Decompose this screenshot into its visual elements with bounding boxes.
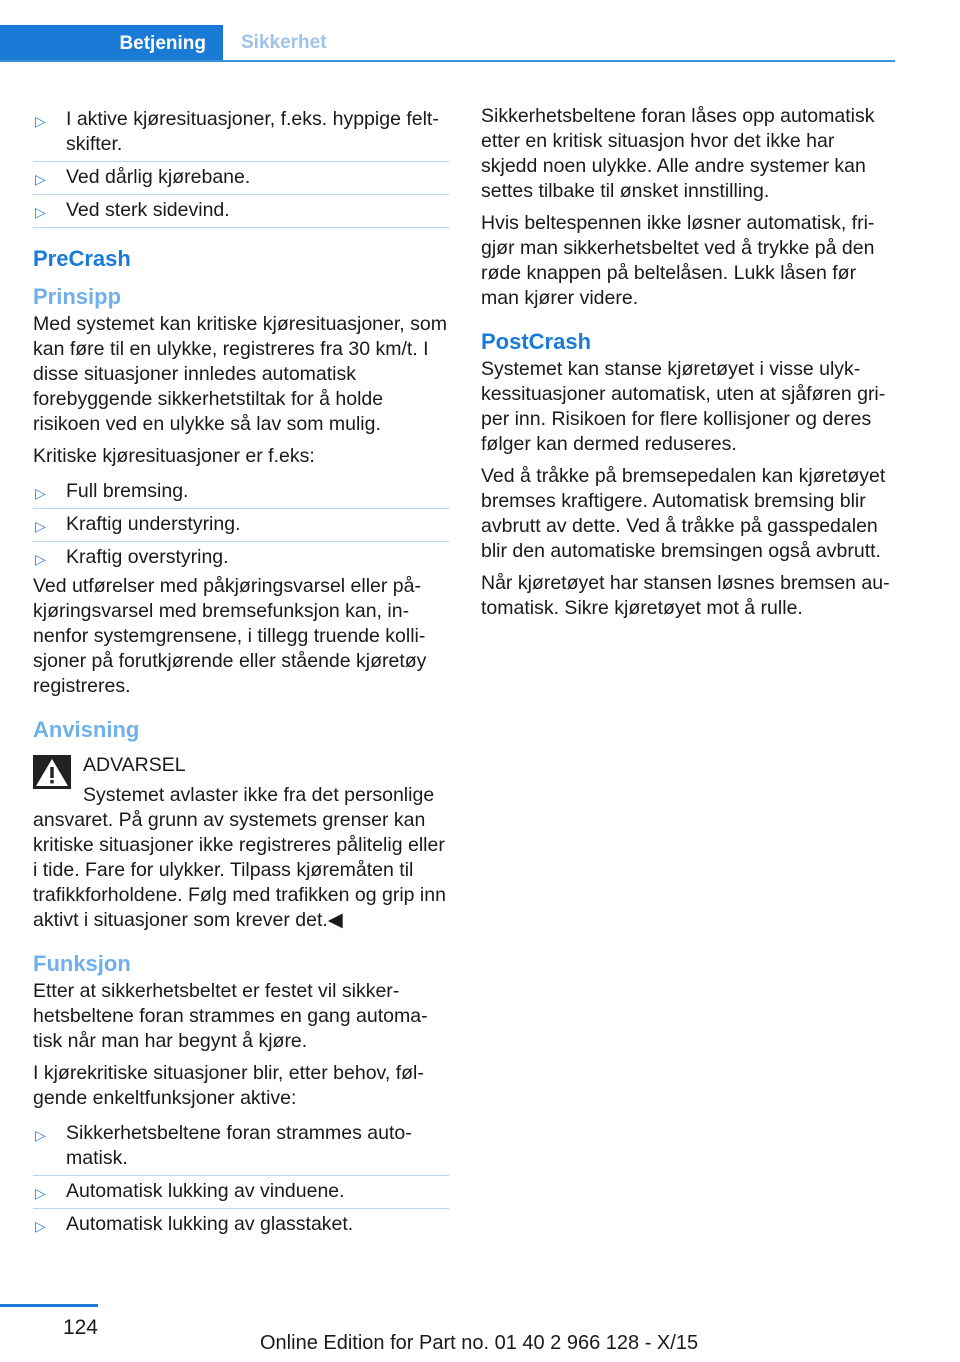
- bullet-list-kritiske: [33, 476, 449, 574]
- triangle-right-icon: ▷: [35, 518, 46, 534]
- list-item: ▷ Automatisk lukking av glasstaket.: [33, 1209, 449, 1241]
- list-item: ▷ Kraftig overstyring.: [33, 542, 449, 574]
- heading-funksjon: Funksjon: [33, 951, 131, 976]
- warning-triangle-icon: [33, 755, 71, 789]
- list-item: ▷ I aktive kjøresituasjoner, f.eks. hyppige feltskifter.: [33, 104, 449, 162]
- paragraph-funksjon: Etter at sikkerhetsbeltet er festet vil sikkerhetsbeltene foran strammes en gang automatisk når man har begynt å kjøre.: [33, 980, 428, 1052]
- triangle-right-icon: ▷: [35, 1218, 46, 1234]
- paragraph-kritiske-intro: Kritiske kjøresituasjoner er f.eks:: [33, 445, 315, 467]
- heading-anvisning: Anvisning: [33, 717, 140, 742]
- triangle-right-icon: ▷: [35, 204, 46, 220]
- tab-sikkerhet[interactable]: Sikkerhet: [241, 31, 327, 53]
- chapter-tabbar: [0, 25, 895, 62]
- list-item: ▷ Ved sterk sidevind.: [33, 195, 449, 228]
- list-item: ▷ Kraftig understyring.: [33, 509, 449, 542]
- paragraph-prinsipp: Med systemet kan kritiske kjøresituasjoner, som kan føre til en ulykke, registreres fra 30 km/t. I disse situasjoner innledes automatisk forebyggende sikkerhetstiltak for å holde risikoen ved en ulykke så lav som mulig.: [33, 313, 447, 435]
- paragraph-bremsepedal: Ved å tråkke på bremsepedalen kan kjøretøyet bremses kraftigere. Automatisk bremsing blir avbrutt av dette. Ved å tråkke på gasspedalen blir den automatiske bremsingen også avbrutt.: [481, 465, 886, 562]
- paragraph-postcrash: Systemet kan stanse kjøretøyet i visse ulykkessituasjoner automatisk, uten at sjåføren griper inn. Risikoen for flere kollisjoner og deres følger kan dermed reduseres.: [481, 358, 886, 455]
- triangle-right-icon: ▷: [35, 113, 46, 129]
- warning-text: ansvaret. På grunn av systemets grenser kan kritiske situasjoner ikke registreres pålitelig eller i tide. Fare for ulykker. Tilpass kjøremåten til trafikkforholdene. Følg med trafikken og grip inn aktivt i situasjoner som krever det.◀: [33, 809, 446, 931]
- paragraph-stansen: Når kjøretøyet har stansen løsnes bremsen automatisk. Sikre kjøretøyet mot å rulle.: [481, 572, 890, 619]
- list-item: ▷ Automatisk lukking av vinduene.: [33, 1176, 449, 1209]
- right-column: [481, 104, 895, 628]
- heading-prinsipp: Prinsipp: [33, 284, 122, 309]
- triangle-right-icon: ▷: [35, 551, 46, 567]
- paragraph-laases-opp: Sikkerhetsbeltene foran låses opp automatisk etter en kritisk situasjon hvor det ikke har skjedd noen ulykke. Alle andre systemer kan settes tilbake til ønsket innstilling.: [481, 105, 875, 202]
- warning-box: [33, 751, 449, 933]
- list-item: ▷ Sikkerhetsbeltene foran strammes automatisk.: [33, 1118, 449, 1176]
- tab-betjening[interactable]: Betjening: [0, 25, 223, 62]
- footer-edition: [260, 1332, 698, 1355]
- warning-text-first: Systemet avlaster ikke fra det personlige: [83, 784, 435, 806]
- bullet-list-funksjoner: [33, 1118, 449, 1241]
- header-rule: [0, 60, 895, 62]
- triangle-right-icon: ▷: [35, 1185, 46, 1201]
- warning-title: ADVARSEL: [83, 754, 186, 776]
- list-item: ▷ Full bremsing.: [33, 476, 449, 509]
- edition-text: Online Edition for Part no. 01 40 2 966 128 - X/15: [260, 1332, 699, 1354]
- heading-postcrash: PostCrash: [481, 329, 592, 354]
- triangle-right-icon: ▷: [35, 1127, 46, 1143]
- triangle-right-icon: ▷: [35, 485, 46, 501]
- paragraph-beltespennen: Hvis beltespennen ikke løsner automatisk, frigjør man sikkerhetsbeltet ved å trykke på den røde knappen på beltelåsen. Lukk låsen før man kjører videre.: [481, 212, 875, 309]
- footer-rule: [0, 1304, 98, 1307]
- bullet-list-situations: [33, 104, 449, 228]
- paragraph-kjorekritiske: I kjørekritiske situasjoner blir, etter behov, følgende enkeltfunksjoner aktive:: [33, 1062, 424, 1109]
- triangle-right-icon: ▷: [35, 171, 46, 187]
- paragraph-utforelser: Ved utførelser med påkjøringsvarsel eller påkjøringsvarsel med bremsefunksjon kan, innenfor systemgrensene, i tillegg truende kollisjoner på forutkjørende eller stående kjøretøy registreres.: [33, 575, 427, 697]
- list-item: ▷ Ved dårlig kjørebane.: [33, 162, 449, 195]
- page-number: 124: [62, 1316, 98, 1339]
- left-column: [33, 104, 449, 1241]
- heading-precrash: PreCrash: [33, 246, 131, 271]
